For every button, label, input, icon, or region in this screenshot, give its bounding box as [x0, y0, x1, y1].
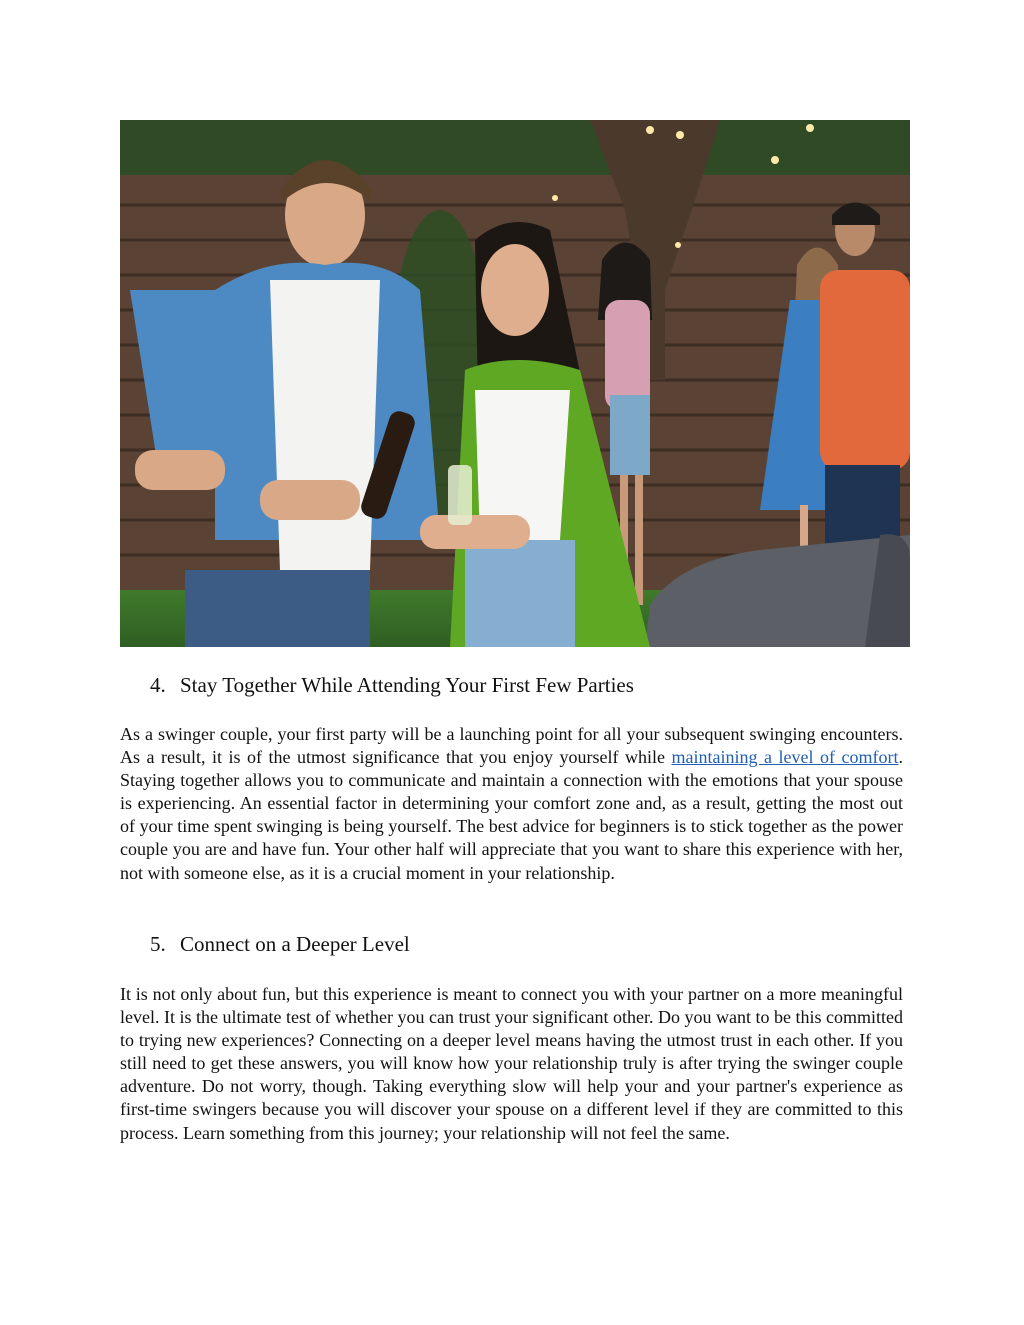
- section-4-paragraph: [120, 723, 903, 885]
- party-photo-illustration: [120, 120, 910, 647]
- section-4-text-after-link: . Staying together allows you to communicate and maintain a connection with the emotions that your spouse is experiencing. An essential factor in determining your comfort zone and, as a result, getting the most out of your time spent swinging is being yourself. The best advice for beginners is to stick together as the power couple you are and have fun. Your other half will appreciate that you want to share this experience with her, not with someone else, as it is a crucial moment in your relationship.: [120, 747, 903, 883]
- section-4-heading: [150, 672, 634, 698]
- section-4-title: Stay Together While Attending Your First Few Parties: [180, 673, 634, 697]
- section-5-paragraph: It is not only about fun, but this experience is meant to connect you with your partner on a more meaningful level. It is the ultimate test of whether you can trust your significant other. Do you want to be this committed to trying new experiences? Connecting on a deeper level means having the utmost trust in each other. If you still need to get these answers, you will know how your relationship truly is after trying the swinger couple adventure. Do not worry, though. Taking everything slow will help your and your partner's experience as first-time swingers because you will discover your spouse on a different level if they are committed to this process. Learn something from this journey; your relationship will not feel the same.: [120, 984, 903, 1143]
- party-photo: [120, 120, 910, 647]
- section-4-text-before-link: As a swinger couple, your first party will be a launching point for all your subsequent swinging encounters. As a result, it is of the utmost significance that you enjoy yourself while: [120, 724, 903, 768]
- maintaining-comfort-link[interactable]: maintaining a level of comfort: [671, 747, 899, 768]
- section-5-number: 5.: [150, 932, 166, 956]
- section-4-number: 4.: [150, 673, 166, 697]
- section-5-title: Connect on a Deeper Level: [180, 932, 410, 956]
- section-5-heading: [150, 931, 410, 957]
